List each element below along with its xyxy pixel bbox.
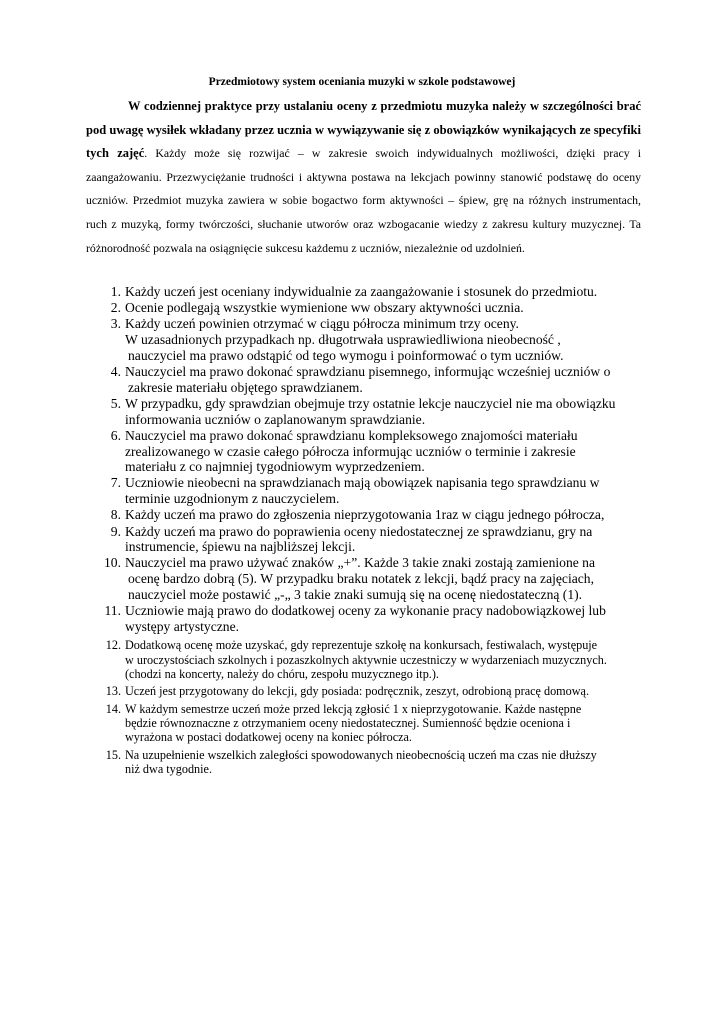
list-item: 1. Każdy uczeń jest oceniany indywidualnie za zaangażowanie i stosunek do przedmiotu. [110,284,598,299]
page-title: Przedmiotowy system oceniania muzyki w szkole podstawowej [208,76,516,88]
list-item: 3. Każdy uczeń powinien otrzymać w ciągu półrocza minimum trzy oceny. W uzasadnionych przypadkach np. długotrwała usprawiedliwiona nieobecność , nauczyciel ma prawo odstąpić od tego wymogu i poinformować o tym uczniów. [110,316,564,363]
list-item: 14. W każdym semestrze uczeń może przed lekcją zgłosić 1 x nieprzygotowanie. Każde następne będzie równoznaczne z otrzymaniem oceny niedostatecznej. Sumienność będzie oceniona i wyrażona w postaci dodatkowej oceny na koniec półrocza. [105,701,582,745]
list-item: 12. Dodatkową ocenę może uzyskać, gdy reprezentuje szkołę na konkursach, festiwalach, występuje w uroczystościach szkolnych i pozaszkolnych aktywnie uczestniczy w wydarzeniach muzycznych. (chodzi na koncerty, należy do chóru, zespołu muzycznego itp.). [105,638,607,682]
intro-paragraph [86,95,641,260]
list-item: 8. Każdy uczeń ma prawo do zgłoszenia nieprzygotowania 1raz w ciągu jednego półrocza, [110,507,605,523]
list-item: 5. W przypadku, gdy sprawdzian obejmuje trzy ostatnie lekcje nauczyciel nie ma obowiązku informowania uczniów o zaplanowanym sprawdzianie. [110,395,616,427]
list-item: 7. Uczniowie nieobecni na sprawdzianach mają obowiązek napisania tego sprawdzianu w terminie uzgodnionym z nauczycielem. [110,475,600,507]
intro-regular-text: . Każdy może się rozwijać – w zakresie swoich indywidualnych możliwości, dzięki pracy i zaangażowaniu. Przezwyciężanie trudności i aktywna postawa na lekcjach powinny stanowić podstawę do oceny uczniów. Przedmiot muzyka zawiera w sobie bogactwo form aktywności – śpiew, grę na różnych instrumentach, ruch z muzyką, formy twórczości, słuchanie utworów oraz wzbogacanie wiedzy z zakresu kultury muzycznej. Ta różnorodność pozwala na osiągnięcie sukcesu każdemu z uczniów, niezależnie od uzdolnień. [86,146,641,255]
rules-list [90,284,645,779]
list-item: 6. Nauczyciel ma prawo dokonać sprawdzianu kompleksowego znajomości materiału zrealizowanego w czasie całego półrocza informując uczniów o terminie i zakresie materiału z co najmniej tygodniowym wyprzedzeniem. [110,427,578,475]
list-item: 10. Nauczyciel ma prawo używać znaków „+”. Każde 3 takie znaki zostają zamienione na ocenę bardzo dobrą (5). W przypadku braku notatek z lekcji, bądź pracy na zajęciach, nauczyciel może postawić „-„ 3 takie znaki sumują się na ocenę niedostateczną (1). [104,555,595,602]
intro-bold-text: W codziennej praktyce przy ustalaniu oceny z przedmiotu muzyka należy w szczególności brać pod uwagę wysiłek wkładany przez ucznia w wywiązywanie się z obowiązków wynikających ze specyfiki tych zajęć [86,99,641,161]
list-item: 9. Każdy uczeń ma prawo do poprawienia oceny niedostatecznej ze sprawdzianu, gry na instrumencie, śpiewu na najbliższej lekcji. [110,523,593,555]
list-item: 11. Uczniowie mają prawo do dodatkowej oceny za wykonanie pracy nadobowiązkowej lub występy artystyczne. [104,603,606,634]
list-item: 15. Na uzupełnienie wszelkich zaległości spowodowanych nieobecnością uczeń ma czas nie dłuższy niż dwa tygodnie. [105,747,597,776]
list-item: 13. Uczeń jest przygotowany do lekcji, gdy posiada: podręcznik, zeszyt, odrobioną pracę domową. [105,684,589,699]
list-item: 4. Nauczyciel ma prawo dokonać sprawdzianu pisemnego, informując wcześniej uczniów o zakresie materiału objętego sprawdzianem. [110,364,611,395]
list-item: 2. Ocenie podlegają wszystkie wymienione ww obszary aktywności ucznia. [110,300,524,316]
